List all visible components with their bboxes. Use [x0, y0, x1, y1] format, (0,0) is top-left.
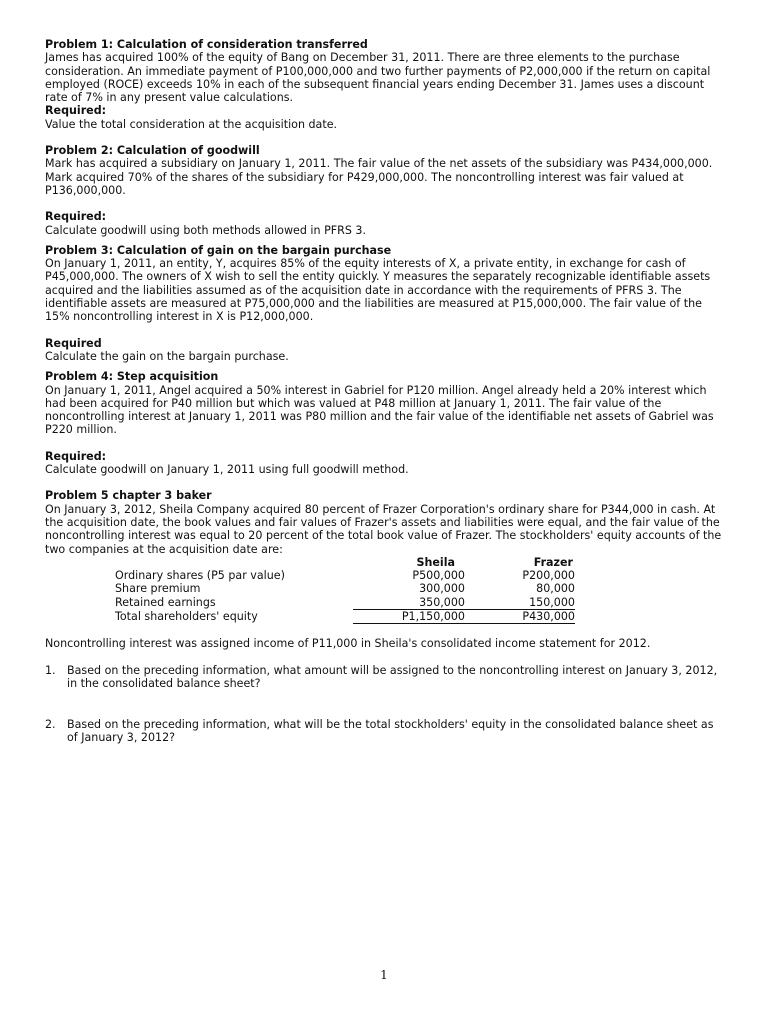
- question-list: [45, 664, 725, 745]
- frazer-value: 150,000: [529, 595, 575, 609]
- problem-4-title: Problem 4: Step acquisition: [45, 370, 219, 384]
- problem-2-body: Mark has acquired a subsidiary on January 1, 2011. The fair value of the net assets of the subsidiary was P434,000,000. Mark acquired 70% of the shares of the subsidiary for P429,000,000. The noncontrolling interest was fair valued at P136,000,000.: [45, 157, 713, 197]
- column-header-sheila: Sheila: [416, 555, 455, 569]
- problem-3-required-text: Calculate the gain on the bargain purchase.: [45, 349, 289, 363]
- question-number: 2.: [45, 718, 56, 732]
- problem-4-required-label: Required:: [45, 449, 107, 463]
- problem-1-title: Problem 1: Calculation of consideration transferred: [45, 38, 368, 51]
- problem-1-required-text: Value the total consideration at the acquisition date.: [45, 117, 338, 131]
- problem-3-body: On January 1, 2011, an entity, Y, acquires 85% of the equity interests of X, a private entity, in exchange for cash of P45,000,000. The owners of X wish to sell the entity quickly. Y measures the separately recognizable identifiable assets acquired and the liabilities assumed as of the acquisition date in accordance with the requirements of PFRS 3. The identifiable assets are measured at P75,000,000 and the liabilities are measured at P15,000,000. The fair value of the 15% noncontrolling interest in X is P12,000,000.: [45, 257, 711, 324]
- sheila-value: 350,000: [419, 595, 465, 609]
- problem-2-title: Problem 2: Calculation of goodwill: [45, 144, 260, 158]
- question-text: Based on the preceding information, what amount will be assigned to the noncontrolling interest on January 3, 2012, in the consolidated balance sheet?: [67, 663, 718, 690]
- problem-2-required-text: Calculate goodwill using both methods allowed in PFRS 3.: [45, 223, 367, 237]
- sheila-value: 300,000: [419, 582, 465, 596]
- row-label: Retained earnings: [115, 595, 216, 609]
- sheila-value: P500,000: [412, 569, 465, 583]
- frazer-total: P430,000: [465, 609, 575, 623]
- column-header-frazer: Frazer: [533, 555, 573, 569]
- list-item: [45, 664, 725, 691]
- problem-1-body: James has acquired 100% of the equity of Bang on December 31, 2011. There are three elements to the purchase consideration. An immediate payment of P100,000,000 and two further payments of P2,000,000 if the return on capital employed (ROCE) exceeds 10% in each of the subsequent financial years ending December 31. James uses a discount rate of 7% in any present value calculations.: [45, 51, 711, 105]
- frazer-value: 80,000: [536, 582, 575, 596]
- problem-4-body: On January 1, 2011, Angel acquired a 50% interest in Gabriel for P120 million. Angel already held a 20% interest which had been acquired for P40 million but which was valued at P48 million at January 1, 2011. The fair value of the noncontrolling interest at January 1, 2011 was P80 million and the fair value of the identifiable net assets of Gabriel was P220 million.: [45, 383, 714, 437]
- table-row-total: [115, 609, 575, 623]
- question-text: Based on the preceding information, what will be the total stockholders' equity in the consolidated balance sheet as of January 3, 2012?: [67, 718, 714, 745]
- equity-table: [115, 556, 575, 624]
- list-item: [45, 718, 725, 745]
- problem-2: [45, 144, 725, 237]
- problem-1: [45, 38, 725, 131]
- problem-3-title: Problem 3: Calculation of gain on the bargain purchase: [45, 243, 392, 257]
- problem-4-required-text: Calculate goodwill on January 1, 2011 using full goodwill method.: [45, 463, 409, 477]
- problem-5: [45, 489, 725, 744]
- problem-1-required-label: Required:: [45, 104, 107, 118]
- equity-table-header: [115, 556, 575, 569]
- problem-3: [45, 244, 725, 363]
- question-number: 1.: [45, 663, 56, 677]
- document-page: [45, 38, 725, 745]
- sheila-total: P1,150,000: [353, 609, 465, 623]
- problem-5-note: Noncontrolling interest was assigned income of P11,000 in Sheila's consolidated income statement for 2012.: [45, 637, 651, 651]
- frazer-value: P200,000: [522, 569, 575, 583]
- problem-3-required-label: Required: [45, 336, 102, 350]
- row-label: Share premium: [115, 582, 201, 596]
- row-label: Total shareholders' equity: [115, 609, 258, 623]
- table-row: [115, 582, 575, 595]
- table-row: [115, 569, 575, 582]
- problem-2-required-label: Required:: [45, 210, 107, 224]
- page-number: 1: [380, 968, 388, 982]
- problem-5-body: On January 3, 2012, Sheila Company acquired 80 percent of Frazer Corporation's ordinary share for P344,000 in cash. At the acquisition date, the book values and fair values of Frazer's assets and liabilities were equal, and the fair value of the noncontrolling interest was equal to 20 percent of the total book value of Frazer. The stockholders' equity accounts of the two companies at the acquisition date are:: [45, 502, 722, 556]
- row-label: Ordinary shares (P5 par value): [115, 569, 285, 583]
- table-row: [115, 596, 575, 610]
- problem-4: [45, 370, 725, 476]
- problem-5-title: Problem 5 chapter 3 baker: [45, 489, 212, 503]
